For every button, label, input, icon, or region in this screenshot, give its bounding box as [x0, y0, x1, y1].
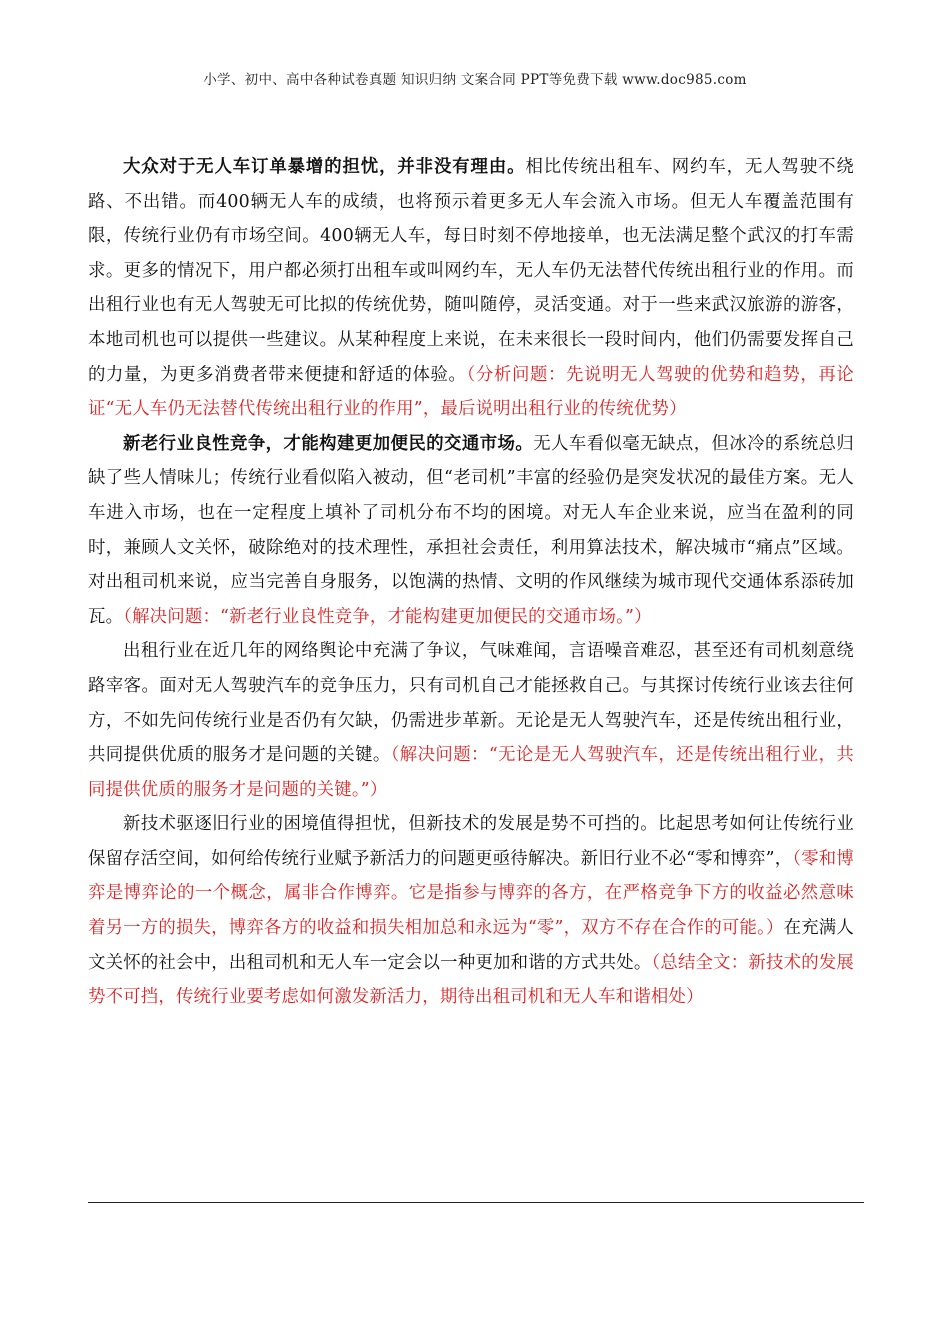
- paragraph-1-annotation: （分析问题：先说明无人驾驶的优势和趋势，再论证“无人车仍无法替代传统出租行业的作用”，最后说明出租行业的传统优势）: [88, 364, 855, 420]
- paragraph-2: [88, 427, 854, 635]
- paragraph-4-tail: 在充满人文关怀的社会中，出租司机和无人车一定会以一种更加和谐的方式共处。: [88, 918, 854, 973]
- paragraph-1-heading: 大众对于无人车订单暴增的担忧，并非没有理由。: [123, 157, 526, 177]
- paragraph-1-body: 相比传统出租车、网约车，无人驾驶不绕路、不出错。而400辆无人车的成绩，也将预示着更多无人车会流入市场。但无人车覆盖范围有限，传统行业仍有市场空间。400辆无人车，每日时刻不停地接单，也无法满足整个武汉的打车需求。更多的情况下，用户都必须打出租车或叫网约车，无人车仍无法替代传统出租行业的作用。而出租行业也有无人驾驶无可比拟的传统优势，随叫随停，灵活变通。对于一些来武汉旅游的游客，本地司机也可以提供一些建议。从某种程度上来说，在未来很长一段时间内，他们仍需要发挥自己的力量，为更多消费者带来便捷和舒适的体验。: [88, 157, 854, 385]
- paragraph-3-body: 出租行业在近几年的网络舆论中充满了争议，气味难闻，言语噪音难忍，甚至还有司机刻意绕路宰客。面对无人驾驶汽车的竞争压力，只有司机自己才能拯救自己。与其探讨传统行业该去往何方，不如先问传统行业是否仍有欠缺，仍需进步革新。无论是无人驾驶汽车，还是传统出租行业，共同提供优质的服务才是问题的关键。: [88, 641, 854, 766]
- paragraph-3: [88, 634, 854, 807]
- paragraph-4-summary-annotation: （总结全文：新技术的发展势不可挡，传统行业要考虑如何激发新活力，期待出租司机和无人车和谐相处）: [88, 952, 855, 1008]
- paragraph-4-body: 新技术驱逐旧行业的困境值得担忧，但新技术的发展是势不可挡的。比起思考如何让传统行业保留存活空间，如何给传统行业赋予新活力的问题更亟待解决。新旧行业不必“零和博弈”，: [88, 814, 854, 869]
- paragraph-4-annotation: （零和博弈是博弈论的一个概念，属非合作博弈。它是指参与博弈的各方，在严格竞争下方的收益必然意味着另一方的损失，博弈各方的收益和损失相加总和永远为“零”，双方不存在合作的可能。）: [88, 848, 854, 939]
- paragraph-3-annotation: （解决问题：“无论是无人驾驶汽车，还是传统出租行业，共同提供优质的服务才是问题的关键。”）: [88, 745, 855, 800]
- document-body: [88, 150, 854, 1015]
- paragraph-2-body: 无人车看似毫无缺点，但冰冷的系统总归缺了些人情味儿；传统行业看似陷入被动，但“老司机”丰富的经验仍是突发状况的最佳方案。无人车进入市场，也在一定程度上填补了司机分布不均的困境。对无人车企业来说，应当在盈利的同时，兼顾人文关怀，破除绝对的技术理性，承担社会责任，利用算法技术，解决城市“痛点”区域。对出租司机来说，应当完善自身服务，以饱满的热情、文明的作风继续为城市现代交通体系添砖加瓦。: [88, 433, 854, 627]
- paragraph-4: [88, 807, 854, 1015]
- paragraph-2-heading: 新老行业良性竞争，才能构建更加便民的交通市场。: [123, 433, 534, 454]
- paragraph-2-annotation: （解决问题：“新老行业良性竞争，才能构建更加便民的交通市场。”）: [123, 606, 652, 627]
- page-header: 小学、初中、高中各种试卷真题 知识归纳 文案合同 PPT等免费下载 www.doc985.com: [203, 72, 747, 88]
- footer-divider: [88, 1202, 864, 1203]
- paragraph-1: [88, 150, 854, 427]
